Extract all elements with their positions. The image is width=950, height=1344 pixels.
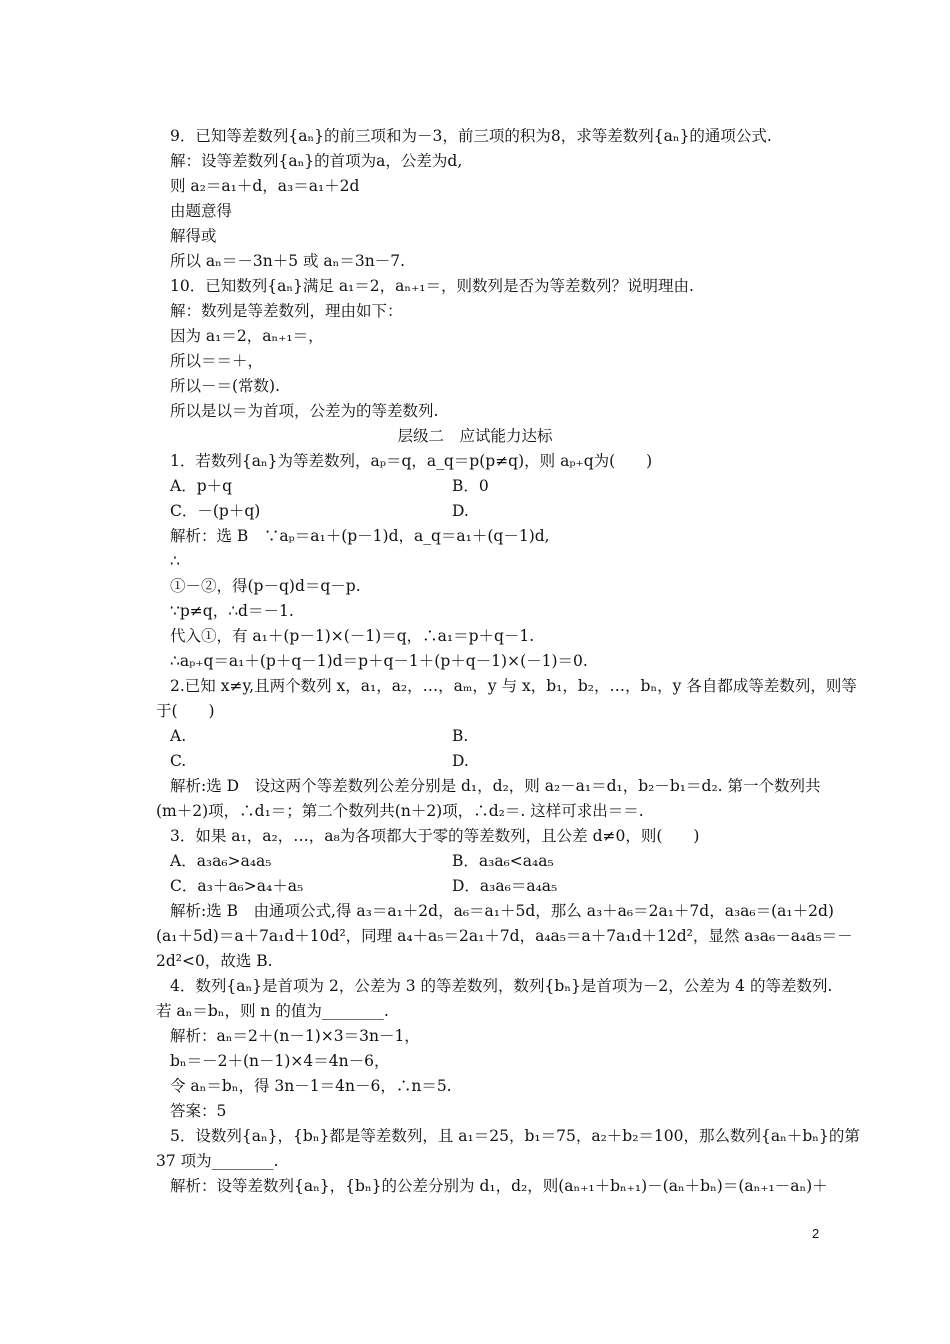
q3-analysis-line: (a₁＋5d)＝a＋7a₁d＋10d²，同理 a₄＋a₅＝2a₁＋7d，a₄a₅＝a＋7a₁d＋12d²，显然 a₃a₆－a₄a₅＝－: [156, 927, 853, 945]
q2-option-d: D.: [452, 752, 469, 770]
q1-analysis-line: ①－②，得(p－q)d＝q－p.: [170, 577, 361, 595]
problem-9-solution-line: 解：设等差数列{aₙ}的首项为a，公差为d,: [170, 152, 463, 170]
q1-option-a: A．p＋q: [170, 477, 233, 495]
problem-10-solution-line: 因为 a₁＝2，aₙ₊₁＝，: [170, 327, 324, 345]
problem-9-statement: 9．已知等差数列{aₙ}的前三项和为－3，前三项的积为8，求等差数列{aₙ}的通项公式.: [170, 127, 772, 145]
problem-10-statement: 10．已知数列{aₙ}满足 a₁＝2，aₙ₊₁＝，则数列是否为等差数列？说明理由.: [170, 277, 694, 295]
page-number: 2: [812, 1226, 820, 1241]
q5-statement: 5．设数列{aₙ}，{bₙ}都是等差数列，且 a₁＝25，b₁＝75，a₂＋b₂＝100，那么数列{aₙ＋bₙ}的第: [170, 1127, 860, 1145]
problem-10-solution-line: 所以是以＝为首项，公差为的等差数列.: [170, 402, 439, 420]
q4-statement-continued: 若 aₙ＝bₙ，则 n 的值为________.: [156, 1002, 389, 1020]
q3-option-b: B．a₃a₆<a₄a₅: [452, 852, 554, 870]
q1-analysis-line: ∵p≠q，∴d＝－1.: [170, 602, 294, 620]
q4-analysis-line: bₙ＝－2＋(n－1)×4＝4n－6，: [170, 1052, 390, 1070]
q4-answer: 答案：5: [170, 1102, 227, 1120]
problem-10-solution-line: 所以－＝(常数).: [170, 377, 281, 395]
problem-9-solution-line: 解得或: [170, 227, 217, 245]
q3-option-c: C．a₃＋a₆>a₄＋a₅: [170, 877, 304, 895]
q1-statement: 1．若数列{aₙ}为等差数列，aₚ＝q，a_q＝p(p≠q)，则 aₚ₊q为( ): [170, 452, 653, 470]
q1-analysis-line: ∴aₚ₊q＝a₁＋(p＋q－1)d＝p＋q－1＋(p＋q－1)×(－1)＝0.: [170, 652, 588, 670]
q1-option-c: C．－(p＋q): [170, 502, 261, 520]
problem-9-solution-line: 则 a₂＝a₁＋d，a₃＝a₁＋2d: [170, 177, 360, 195]
q2-statement-continued: 于( ): [156, 702, 215, 720]
q3-option-a: A．a₃a₆>a₄a₅: [170, 852, 272, 870]
q5-analysis-line: 解析：设等差数列{aₙ}，{bₙ}的公差分别为 d₁，d₂，则(aₙ₊₁＋bₙ₊₁)－(aₙ＋bₙ)＝(aₙ₊₁－aₙ)＋: [170, 1177, 828, 1195]
q4-analysis-line: 令 aₙ＝bₙ，得 3n－1＝4n－6，∴n＝5.: [170, 1077, 452, 1095]
q1-analysis-line: 解析：选 B ∵aₚ＝a₁＋(p－1)d，a_q＝a₁＋(q－1)d,: [170, 527, 550, 545]
q1-analysis-line: ∴: [170, 552, 180, 570]
q3-option-d: D．a₃a₆＝a₄a₅: [452, 877, 558, 895]
q3-analysis-line: 2d²<0，故选 B.: [156, 952, 273, 970]
section-heading: 层级二 应试能力达标: [397, 427, 553, 445]
q5-statement-continued: 37 项为________.: [156, 1152, 279, 1170]
q1-analysis-line: 代入①，有 a₁＋(p－1)×(－1)＝q，∴a₁＝p＋q－1.: [170, 627, 535, 645]
q1-option-b: B．0: [452, 477, 489, 495]
q1-option-d: D.: [452, 502, 469, 520]
q2-analysis-line: (m＋2)项，∴d₁＝；第二个数列共(n＋2)项，∴d₂＝. 这样可求出＝＝.: [156, 802, 644, 820]
problem-9-solution-line: 由题意得: [170, 202, 233, 220]
q4-analysis-line: 解析：aₙ＝2＋(n－1)×3＝3n－1，: [170, 1027, 420, 1045]
problem-10-solution-line: 所以＝＝＋，: [170, 352, 264, 370]
q4-statement: 4．数列{aₙ}是首项为 2，公差为 3 的等差数列，数列{bₙ}是首项为－2，公差为 4 的等差数列.: [170, 977, 833, 995]
q2-analysis-line: 解析:选 D 设这两个等差数列公差分别是 d₁，d₂，则 a₂－a₁＝d₁，b₂－b₁＝d₂. 第一个数列共: [170, 777, 821, 795]
q2-statement: 2.已知 x≠y,且两个数列 x，a₁，a₂，…，aₘ，y 与 x，b₁，b₂，…，bₙ，y 各自都成等差数列，则等: [170, 677, 857, 695]
q2-option-a: A.: [170, 727, 187, 745]
q3-analysis-line: 解析:选 B 由通项公式,得 a₃＝a₁＋2d，a₆＝a₁＋5d，那么 a₃＋a₆＝2a₁＋7d，a₃a₆＝(a₁＋2d): [170, 902, 834, 920]
q2-option-c: C.: [170, 752, 187, 770]
problem-9-solution-line: 所以 aₙ＝－3n＋5 或 aₙ＝3n－7.: [170, 252, 406, 270]
q2-option-b: B.: [452, 727, 469, 745]
q3-statement: 3．如果 a₁，a₂，…，a₈为各项都大于零的等差数列，且公差 d≠0，则( ): [170, 827, 700, 845]
problem-10-solution-line: 解：数列是等差数列，理由如下：: [170, 302, 403, 320]
